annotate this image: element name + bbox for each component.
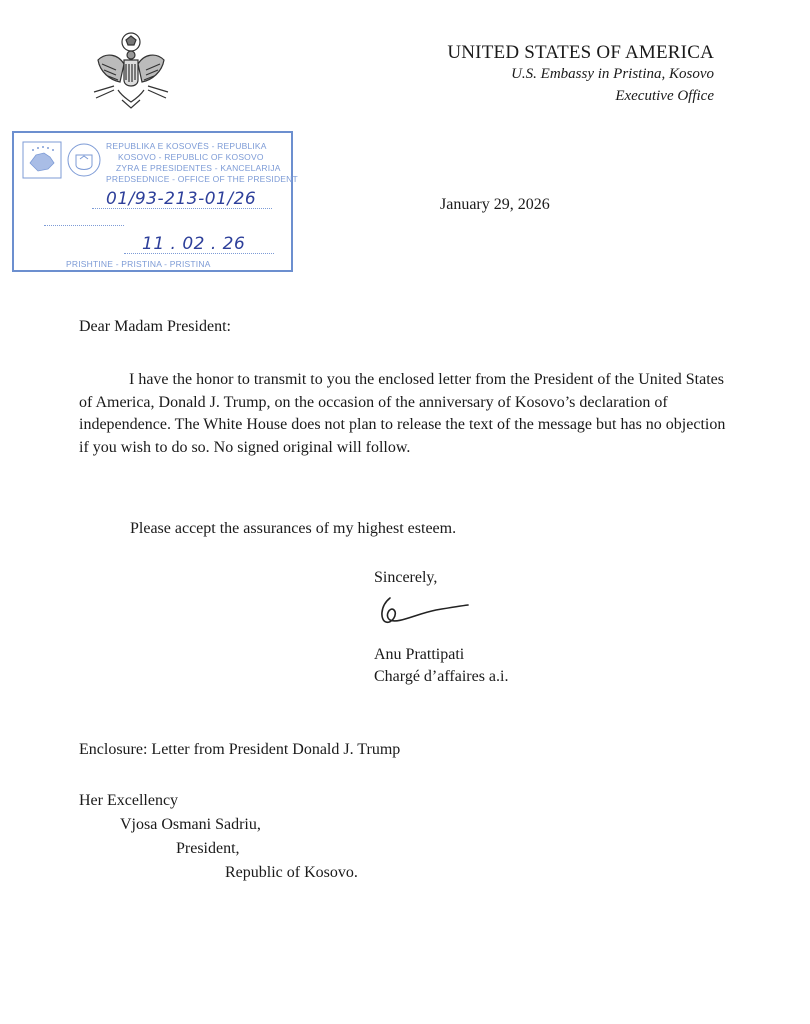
stamp-line-3: ZYRA E PRESIDENTES - KANCELARIJA	[116, 163, 281, 173]
stamp-line-1: REPUBLIKA E KOSOVËS - REPUBLIKA	[106, 141, 267, 151]
stamp-line-2: KOSOVO - REPUBLIC OF KOSOVO	[118, 152, 264, 162]
office-receipt-stamp	[12, 131, 298, 272]
closing-line: Please accept the assurances of my highest esteem.	[130, 520, 457, 537]
stamp-number-handwritten: 01/93-213-01/26	[106, 189, 257, 209]
great-seal-icon	[88, 30, 174, 114]
body-paragraph: I have the honor to transmit to you the enclosed letter from the President of the United States of America, Donald J. Trump, on the occasion of the anniversary of Kosovo’s declaration of independence. The White House does not plan to release the text of the message but has no objection if you wish to do so. No signed original will follow.	[79, 371, 726, 456]
coat-of-arms-icon	[64, 141, 104, 179]
address-line-3: President,	[176, 840, 240, 857]
letterhead-embassy: U.S. Embassy in Pristina, Kosovo	[511, 66, 714, 82]
address-line-2: Vjosa Osmani Sadriu,	[120, 816, 261, 833]
address-line-1: Her Excellency	[79, 792, 179, 809]
signer-title: Chargé d’affaires a.i.	[374, 668, 509, 685]
letterhead-country: UNITED STATES OF AMERICA	[447, 42, 714, 63]
enclosure-note: Enclosure: Letter from President Donald J. Trump	[79, 741, 401, 758]
signer-name: Anu Prattipati	[374, 646, 465, 663]
stamp-date-handwritten: 11 . 02 . 26	[142, 234, 246, 254]
address-line-4: Republic of Kosovo.	[225, 864, 358, 881]
signature	[376, 592, 471, 628]
stamp-footer: PRISHTINE - PRISTINA - PRISTINA	[66, 259, 211, 269]
salutation: Dear Madam President:	[79, 318, 231, 335]
stamp-line-4: PREDSEDNICE - OFFICE OF THE PRESIDENT	[106, 174, 298, 184]
letter-date: January 29, 2026	[440, 196, 550, 213]
kosovo-map-logo-icon	[22, 141, 62, 179]
letterhead-office: Executive Office	[615, 88, 714, 104]
sign-off: Sincerely,	[374, 569, 438, 586]
